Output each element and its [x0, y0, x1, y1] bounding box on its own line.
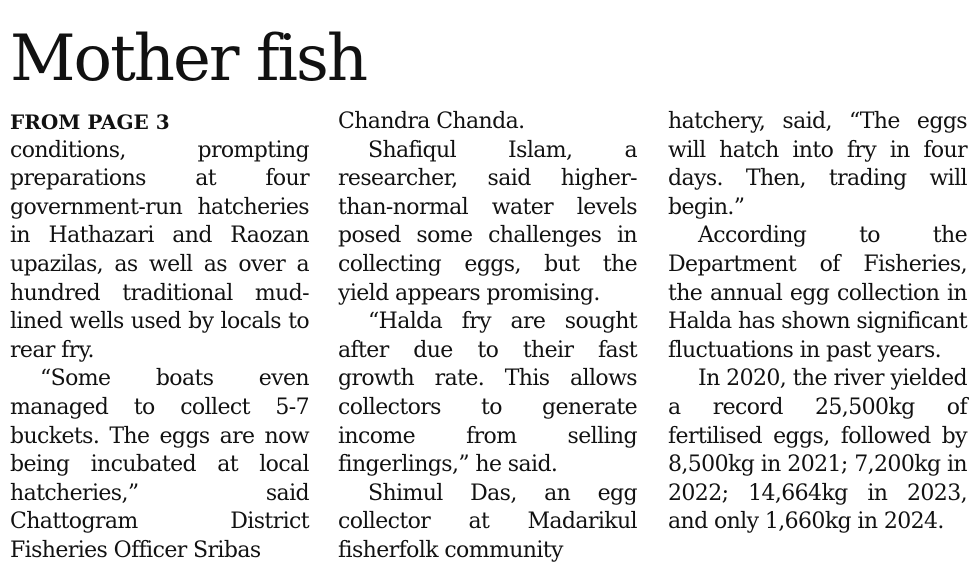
article-column-2 — [338, 108, 637, 566]
paragraph: conditions, prompting preparations at four government-run hatcheries in Hathazari and Raozan upazilas, as well as over a hundred traditional mud-lined wells used by locals to rear fry. — [10, 137, 309, 363]
paragraph: Shimul Das, an egg collector at Madarikul fisherfolk community — [338, 480, 637, 563]
kicker-from-page: FROM PAGE 3 — [10, 110, 170, 134]
headline: Mother fish — [10, 22, 367, 96]
article-column-3 — [668, 108, 967, 537]
paragraph: Chandra Chanda. — [338, 109, 525, 134]
paragraph: According to the Department of Fisheries, the annual egg collection in Halda has shown significant fluctuations in past years. — [668, 223, 967, 363]
paragraph: “Halda fry are sought after due to their fast growth rate. This allows collectors to generate income from selling fingerlings,” he said. — [338, 309, 637, 478]
paragraph: Shafiqul Islam, a researcher, said higher-than-normal water levels posed some challenges in collecting eggs, but the yield appears promising. — [338, 137, 637, 306]
paragraph: In 2020, the river yielded a record 25,500kg of fertilised eggs, followed by 8,500kg in 2021; 7,200kg in 2022; 14,664kg in 2023, and only 1,660kg in 2024. — [668, 366, 967, 535]
paragraph: “Some boats even managed to collect 5-7 buckets. The eggs are now being incubated at local hatcheries,” said Chattogram District Fisheries Officer Sribas — [10, 366, 309, 563]
paragraph: hatchery, said, “The eggs will hatch into fry in four days. Then, trading will begin.” — [668, 109, 967, 220]
article-column-1 — [10, 108, 309, 566]
